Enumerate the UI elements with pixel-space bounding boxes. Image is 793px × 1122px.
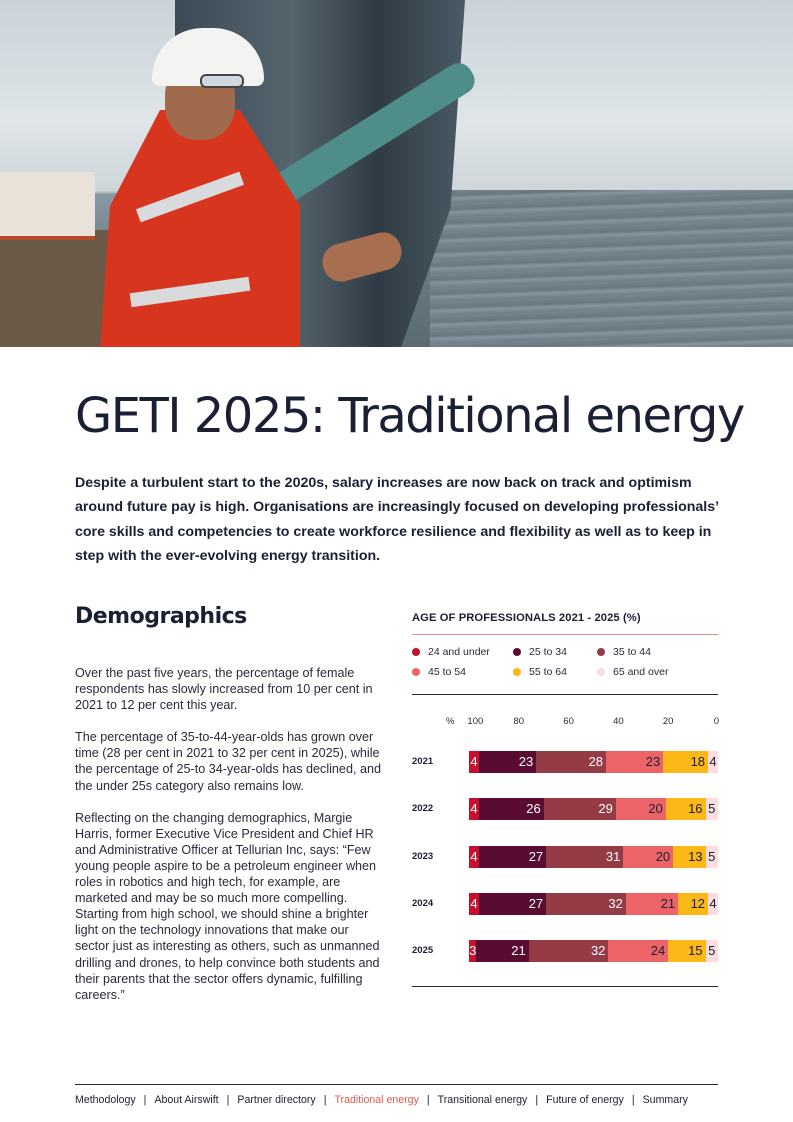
bar-segment: 27 (479, 893, 546, 915)
legend-label: 35 to 44 (613, 646, 651, 658)
legend-swatch (412, 648, 420, 656)
bar-segment: 4 (708, 893, 718, 915)
legend-item (597, 646, 651, 658)
sea (430, 190, 793, 347)
axis-unit: % (446, 716, 455, 727)
bar-segment: 32 (546, 893, 626, 915)
legend-label: 25 to 34 (529, 646, 567, 658)
footer-nav (75, 1094, 735, 1106)
footer-separator: | (226, 1094, 230, 1106)
chart-divider (412, 986, 718, 987)
legend-swatch (412, 668, 420, 676)
bar-segment: 4 (469, 846, 479, 868)
axis-tick-label: 40 (613, 716, 624, 727)
legend-item (412, 666, 466, 678)
bar-segment: 31 (546, 846, 623, 868)
hero-photo (0, 0, 793, 347)
bar-segment: 16 (666, 798, 706, 820)
bar-segment: 15 (668, 940, 705, 962)
bar-segment: 32 (529, 940, 609, 962)
bar-segment: 29 (544, 798, 616, 820)
chart-title-rule (412, 634, 718, 635)
bar-segment: 21 (476, 940, 528, 962)
stacked-bar (469, 798, 718, 820)
footer-link-about-airswift[interactable]: About Airswift (154, 1094, 219, 1106)
bar-segment: 5 (706, 846, 718, 868)
body-paragraph: The percentage of 35-to-44-year-olds has grown over time (28 per cent in 2021 to 32 per cent in 2025), while the percentage of 25-to 34-year-olds has declined, and the under 25s category also remains low. (75, 730, 381, 793)
footer-link-summary[interactable]: Summary (642, 1094, 688, 1106)
body-paragraph: Over the past five years, the percentage of female respondents has slowly increased from 10 per cent in 2021 to 12 per cent this year. (75, 666, 373, 713)
bar-segment: 20 (623, 846, 673, 868)
chart-title: AGE OF PROFESSIONALS 2021 - 2025 (%) (412, 612, 641, 624)
safety-glasses (200, 74, 244, 88)
bar-segment: 24 (608, 940, 668, 962)
bar-segment: 12 (678, 893, 708, 915)
age-chart (412, 608, 718, 990)
intro-paragraph: Despite a turbulent start to the 2020s, salary increases are now back on track and optimism around future pay is high. Organisations are increasingly focused on developing professionals’ core skills and competencies to create workforce resilience and flexibility as well as to keep in step with the ever-evolving energy transition. (75, 475, 719, 564)
page-title: GETI 2025: Traditional energy (75, 388, 744, 444)
chart-axis (412, 716, 718, 730)
legend-item (597, 666, 668, 678)
bar-segment: 4 (469, 751, 479, 773)
body-text (75, 665, 385, 1019)
legend-swatch (597, 668, 605, 676)
bar-segment: 28 (536, 751, 606, 773)
stacked-bar (469, 893, 718, 915)
chart-divider (412, 694, 718, 695)
bar-segment: 26 (479, 798, 544, 820)
bar-segment: 13 (673, 846, 705, 868)
axis-tick-label: 0 (713, 716, 720, 727)
legend-item (513, 646, 567, 658)
legend-swatch (513, 668, 521, 676)
legend-label: 55 to 64 (529, 666, 567, 678)
bar-segment: 4 (708, 751, 718, 773)
footer-link-future-of-energy[interactable]: Future of energy (546, 1094, 624, 1106)
axis-tick-label: 60 (563, 716, 574, 727)
legend-label: 24 and under (428, 646, 490, 658)
legend-label: 65 and over (613, 666, 669, 678)
stacked-bar (469, 940, 718, 962)
bar-segment: 20 (616, 798, 666, 820)
bar-segment: 23 (479, 751, 536, 773)
legend-swatch (597, 648, 605, 656)
row-label: 2021 (412, 756, 434, 767)
axis-tick-label: 20 (662, 716, 674, 727)
stacked-bar (469, 751, 718, 773)
footer-separator: | (323, 1094, 327, 1106)
legend-item (412, 646, 490, 658)
footer-link-traditional-energy[interactable]: Traditional energy (334, 1094, 419, 1106)
footer-rule (75, 1084, 718, 1085)
stacked-bar (469, 846, 718, 868)
axis-tick-label: 100 (467, 716, 484, 727)
bar-segment: 21 (626, 893, 678, 915)
footer-separator: | (535, 1094, 539, 1106)
footer-separator: | (426, 1094, 430, 1106)
dock-building (0, 172, 95, 240)
bar-segment: 5 (706, 940, 718, 962)
row-label: 2025 (412, 945, 434, 957)
row-label: 2022 (412, 803, 434, 815)
bar-segment: 4 (469, 893, 479, 915)
footer-separator: | (631, 1094, 635, 1106)
footer-separator: | (143, 1094, 147, 1106)
legend-item (513, 666, 567, 678)
body-paragraph: Reflecting on the changing demographics, Margie Harris, former Executive Vice President and Chief HR and Administrative Officer at Tellurian Inc, says: “Few young people aspire to be a petroleum engineer when roles in robotics and high tech, for example, are marketed and may be so much more compelling. Starting from high school, we should shine a brighter light on the technology innovations that make our sector just as interesting as others, such as unmanned drilling and drones, to help convince both students and their parents that the sector offers dynamic, fulfilling careers.” (75, 810, 380, 1002)
footer-link-methodology[interactable]: Methodology (75, 1094, 136, 1106)
bar-segment: 5 (706, 798, 718, 820)
legend-label: 45 to 54 (428, 666, 466, 678)
row-label: 2023 (412, 850, 434, 862)
bar-segment: 18 (663, 751, 708, 773)
footer-link-partner-directory[interactable]: Partner directory (237, 1094, 316, 1106)
section-heading-demographics: Demographics (75, 604, 247, 629)
bar-segment: 3 (469, 940, 476, 962)
footer-link-transitional-energy[interactable]: Transitional energy (437, 1094, 528, 1106)
bar-segment: 23 (606, 751, 663, 773)
bar-segment: 4 (469, 798, 479, 820)
axis-tick-label: 80 (513, 716, 525, 727)
legend-swatch (513, 648, 521, 656)
row-label: 2024 (412, 897, 434, 909)
bar-segment: 27 (479, 846, 546, 868)
